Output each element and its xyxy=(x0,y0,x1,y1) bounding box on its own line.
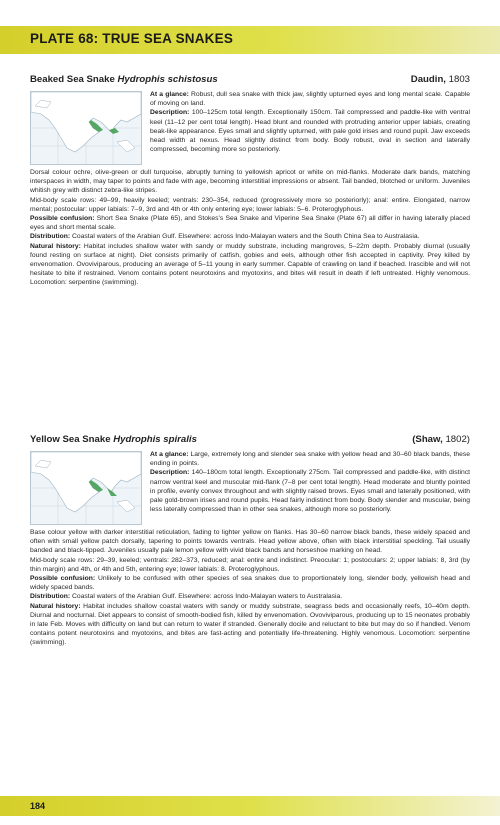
at-a-glance-text: Large, extremely long and slender sea snake with yellow head and 30–60 black bands, these ending in points. xyxy=(150,451,470,468)
possible-confusion-text: Unlikely to be confused with other species of sea snakes due to proportionately long, slender body, yellowish head and widely spaced bands. xyxy=(30,575,470,592)
page-number: 184 xyxy=(30,801,46,811)
colour-text: Base colour yellow with darker interstitial reticulation, fading to lighter yellow on flanks. Has 30–60 narrow black bands, these widely spaced and often with small yellow patch dorsally, tapering to points towards ventrals. Head yellow above, often with black interstitial speckling. Tail usually banded and black-tipped. Juveniles usually pale lemon yellow with vivid black bands and horseshoe marking on head. xyxy=(30,529,470,555)
species-entry-yellow-sea-snake: Yellow Sea Snake Hydrophis spiralis (Shaw, 1802) At a glance: Large, extremely long and slender sea snake with yellow head and 30–60 black bands, these ending in points. Description: 140–180cm total length. Exceptionally 275cm. Tail compressed and paddle-like, with distinct narrow ventral keel and muscular mid-flank (7–8 per cent total length). Head moderate and bluntly pointed in profile, evenly convex throughout and with slightly raised brows. Eyes small and laterally positioned, with pale gold-brown irises and round pupils. Head fairly indistinct from body. Body slender and muscular, being less laterally compressed than in other sea snakes, although more so posteriorly. Base colour yellow with darker interstitial reticulation, fading to lighter yellow on flanks. Has 30–60 narrow black bands, these widely spaced and often with small yellow patch dorsally, tapering to points towards ventrals. Head yellow above, often with black interstitial speckling. Tail usually banded and black-tipped. Juveniles usually pale lemon yellow with vivid black bands and horseshoe marking on head. Mid-body scale rows: 29–39, keeled; ventrals: 282–373, reduced; anal: entire and indistinct. Preocular: 1; postoculars: 2; upper labials: 8, 3rd (by thin margin) and 4th, or 4th and 5th, entering eye; lower labials: 8. Proteroglyphous. Possible confusion: Unlikely to be confused with other species of sea snakes due to proportionately long, slender body, yellowish head and widely spaced bands. Distribution: Coastal waters of the Arabian Gulf. Elsewhere: across Indo-Malayan waters to Australasia. Natural history: Habitat includes shallow coastal waters with sandy or muddy substrate, seagrass beds and occasionally reefs, 10–40m depth. Diurnal and nocturnal. Diet appears to consist of smooth-bodied fish, killed by envenomation. Ovoviviparous, producing up to 15 neonates probably in late Feb. Moves with difficulty on land but can return to water if stranded. Generally docile and reluctant to bite but may do so if handled. Venom contains potent neurotoxins and myotoxins, and bites are fast-acting and potentially life-threatening. Highly venomous. Locomotion: serpentine (swimming). xyxy=(30,434,470,647)
description-text: 140–180cm total length. Exceptionally 275cm. Tail compressed and paddle-like, with distinct narrow ventral keel and muscular mid-flank (7–8 per cent total length). Head moderate and bluntly pointed in profile, evenly convex throughout and with slightly raised brows. Eyes small and laterally positioned, with pale gold-brown irises and round pupils. Head fairly indistinct from body. Body slender and muscular, being less laterally compressed than in other sea snakes, although more so posteriorly. xyxy=(150,469,470,514)
scientific-name: Hydrophis schistosus xyxy=(117,74,218,85)
common-name: Beaked Sea Snake xyxy=(30,74,115,85)
plate-title: PLATE 68: TRUE SEA SNAKES xyxy=(30,31,234,46)
description-text: 100–125cm total length. Exceptionally 150cm. Tail compressed and paddle-like with ventral keel (11–12 per cent total length). Head blunt and rounded with protruding anterior upper labials, creating beak-like appearance. Eyes small and slightly upturned, with pale gold irises and round pupil. Jaw exceeds head width at nexus. Head slightly distinct from body. Body robust, oval in section and laterally compressed, becoming more so posteriorly. xyxy=(150,109,470,154)
possible-confusion-text: Short Sea Snake (Plate 65), and Stokes's Sea Snake and Viperine Sea Snake (Plate 67) all differ in having laterally placed eyes and short mental scale. xyxy=(30,215,470,232)
at-a-glance-text: Robust, dull sea snake with thick jaw, slightly upturned eyes and long mental scale. Capable of moving on land. xyxy=(150,91,470,108)
species-entry-beaked-sea-snake: Beaked Sea Snake Hydrophis schistosus Daudin, 1803 At a glance: Robust, dull sea snake with thick jaw, slightly upturned eyes and long mental scale. Capable of moving on land. Description: 100–125cm total length. Exceptionally 150cm. Tail compressed and paddle-like with ventral keel (11–12 per cent total length). Head blunt and rounded with protruding anterior upper labials, creating beak-like appearance. Eyes small and slightly upturned, with pale gold irises and round pupil. Jaw exceeds head width at nexus. Head slightly distinct from body. Body robust, oval in section and laterally compressed, becoming more so posteriorly. Dorsal colour ochre, olive-green or dull turquoise, abruptly turning to yellowish apricot or white on mid-flanks. Moderate dark bands, matching interspaces in width, may taper to points and fade with age, becoming interstitial impressions or absent. Tail banded, blotched or uniform. Juveniles whitish grey with distinct zebra-like stripes. Mid-body scale rows: 49–99, heavily keeled; ventrals: 230–354, reduced (progressively more so posteriorly); anal: entire. Elongated, narrow mental; postocular: upper labials: 7–9, 3rd and 4th or 4th only entering eye; lower labials: 5–6. Proteroglyphous. Possible confusion: Short Sea Snake (Plate 65), and Stokes's Sea Snake and Viperine Sea Snake (Plate 67) all differ in having laterally placed eyes and short mental scale. Distribution: Coastal waters of the Arabian Gulf. Elsewhere: across Indo-Malayan waters and the South China Sea to Australasia. Natural history: Habitat includes shallow water with sandy or muddy substrate, including mangroves, 5–22m depth. Probably diurnal (usually found resting on surface at night). Diet consists primarily of catfish, gobies and eels, although other fish accepted in captivity. Prey killed by envenomation. Ovoviviparous, producing an average of 5–11 young in early summer. Capable of crawling on land if beached. Irascible and will not hesitate to bite if restrained. Venom contains potent neurotoxins and myotoxins, and bites will result in death if left untreated. Highly venomous. Locomotion: serpentine (swimming). xyxy=(30,74,470,287)
species-title-row xyxy=(30,74,470,85)
natural-history-text: Habitat includes shallow coastal waters with sandy or muddy substrate, seagrass beds and occasionally reefs, 10–40m depth. Diurnal and nocturnal. Diet appears to consist of smooth-bodied fish, killed by envenomation. Ovoviviparous, producing up to 15 neonates probably in late Feb. Moves with difficulty on land but can return to water if stranded. Generally docile and reluctant to bite but may do so if handled. Venom contains potent neurotoxins and myotoxins, and bites are fast-acting and potentially life-threatening. Highly venomous. Locomotion: serpentine (swimming). xyxy=(30,602,470,647)
distribution-text: Coastal waters of the Arabian Gulf. Elsewhere: across Indo-Malayan waters to Australasia. xyxy=(72,593,343,601)
scales-text: Mid-body scale rows: 29–39, keeled; ventrals: 282–373, reduced; anal: entire and indistinct. Preocular: 1; postoculars: 2; upper labials: 8, 3rd (by thin margin) and 4th, or 4th and 5th, entering eye; lower labials: 8. Proteroglyphous. xyxy=(30,556,470,573)
common-name: Yellow Sea Snake xyxy=(30,434,111,445)
scientific-name: Hydrophis spiralis xyxy=(113,434,197,445)
distribution-map-svg xyxy=(31,92,141,164)
distribution-map-svg xyxy=(31,452,141,524)
colour-text: Dorsal colour ochre, olive-green or dull turquoise, abruptly turning to yellowish apricot or white on mid-flanks. Moderate dark bands, matching interspaces in width, may taper to points and fade with age, becoming interstitial impressions or absent. Tail banded, blotched or uniform. Juveniles whitish grey with distinct zebra-like stripes. xyxy=(30,169,470,195)
footer-band xyxy=(0,796,500,816)
species-author: (Shaw, 1802) xyxy=(412,434,470,445)
species-author: Daudin, 1803 xyxy=(410,74,470,85)
scales-text: Mid-body scale rows: 49–99, heavily keeled; ventrals: 230–354, reduced (progressively more so posteriorly); anal: entire. Elongated, narrow mental; postocular: upper labials: 7–9, 3rd and 4th or 4th only entering eye; lower labials: 5–6. Proteroglyphous. xyxy=(30,196,470,213)
distribution-text: Coastal waters of the Arabian Gulf. Elsewhere: across Indo-Malayan waters and the South China Sea to Australasia. xyxy=(72,233,420,241)
species-title-row xyxy=(30,434,470,445)
natural-history-text: Habitat includes shallow water with sandy or muddy substrate, including mangroves, 5–22m depth. Probably diurnal (usually found resting on surface at night). Diet consists primarily of catfish, gobies and eels, although other fish accepted in captivity. Prey killed by envenomation. Ovoviviparous, producing an average of 5–11 young in early summer. Capable of crawling on land if beached. Irascible and will not hesitate to bite if restrained. Venom contains potent neurotoxins and myotoxins, and bites will result in death if left untreated. Highly venomous. Locomotion: serpentine (swimming). xyxy=(30,242,470,287)
distribution-map-icon xyxy=(30,91,142,165)
distribution-map-icon xyxy=(30,451,142,525)
